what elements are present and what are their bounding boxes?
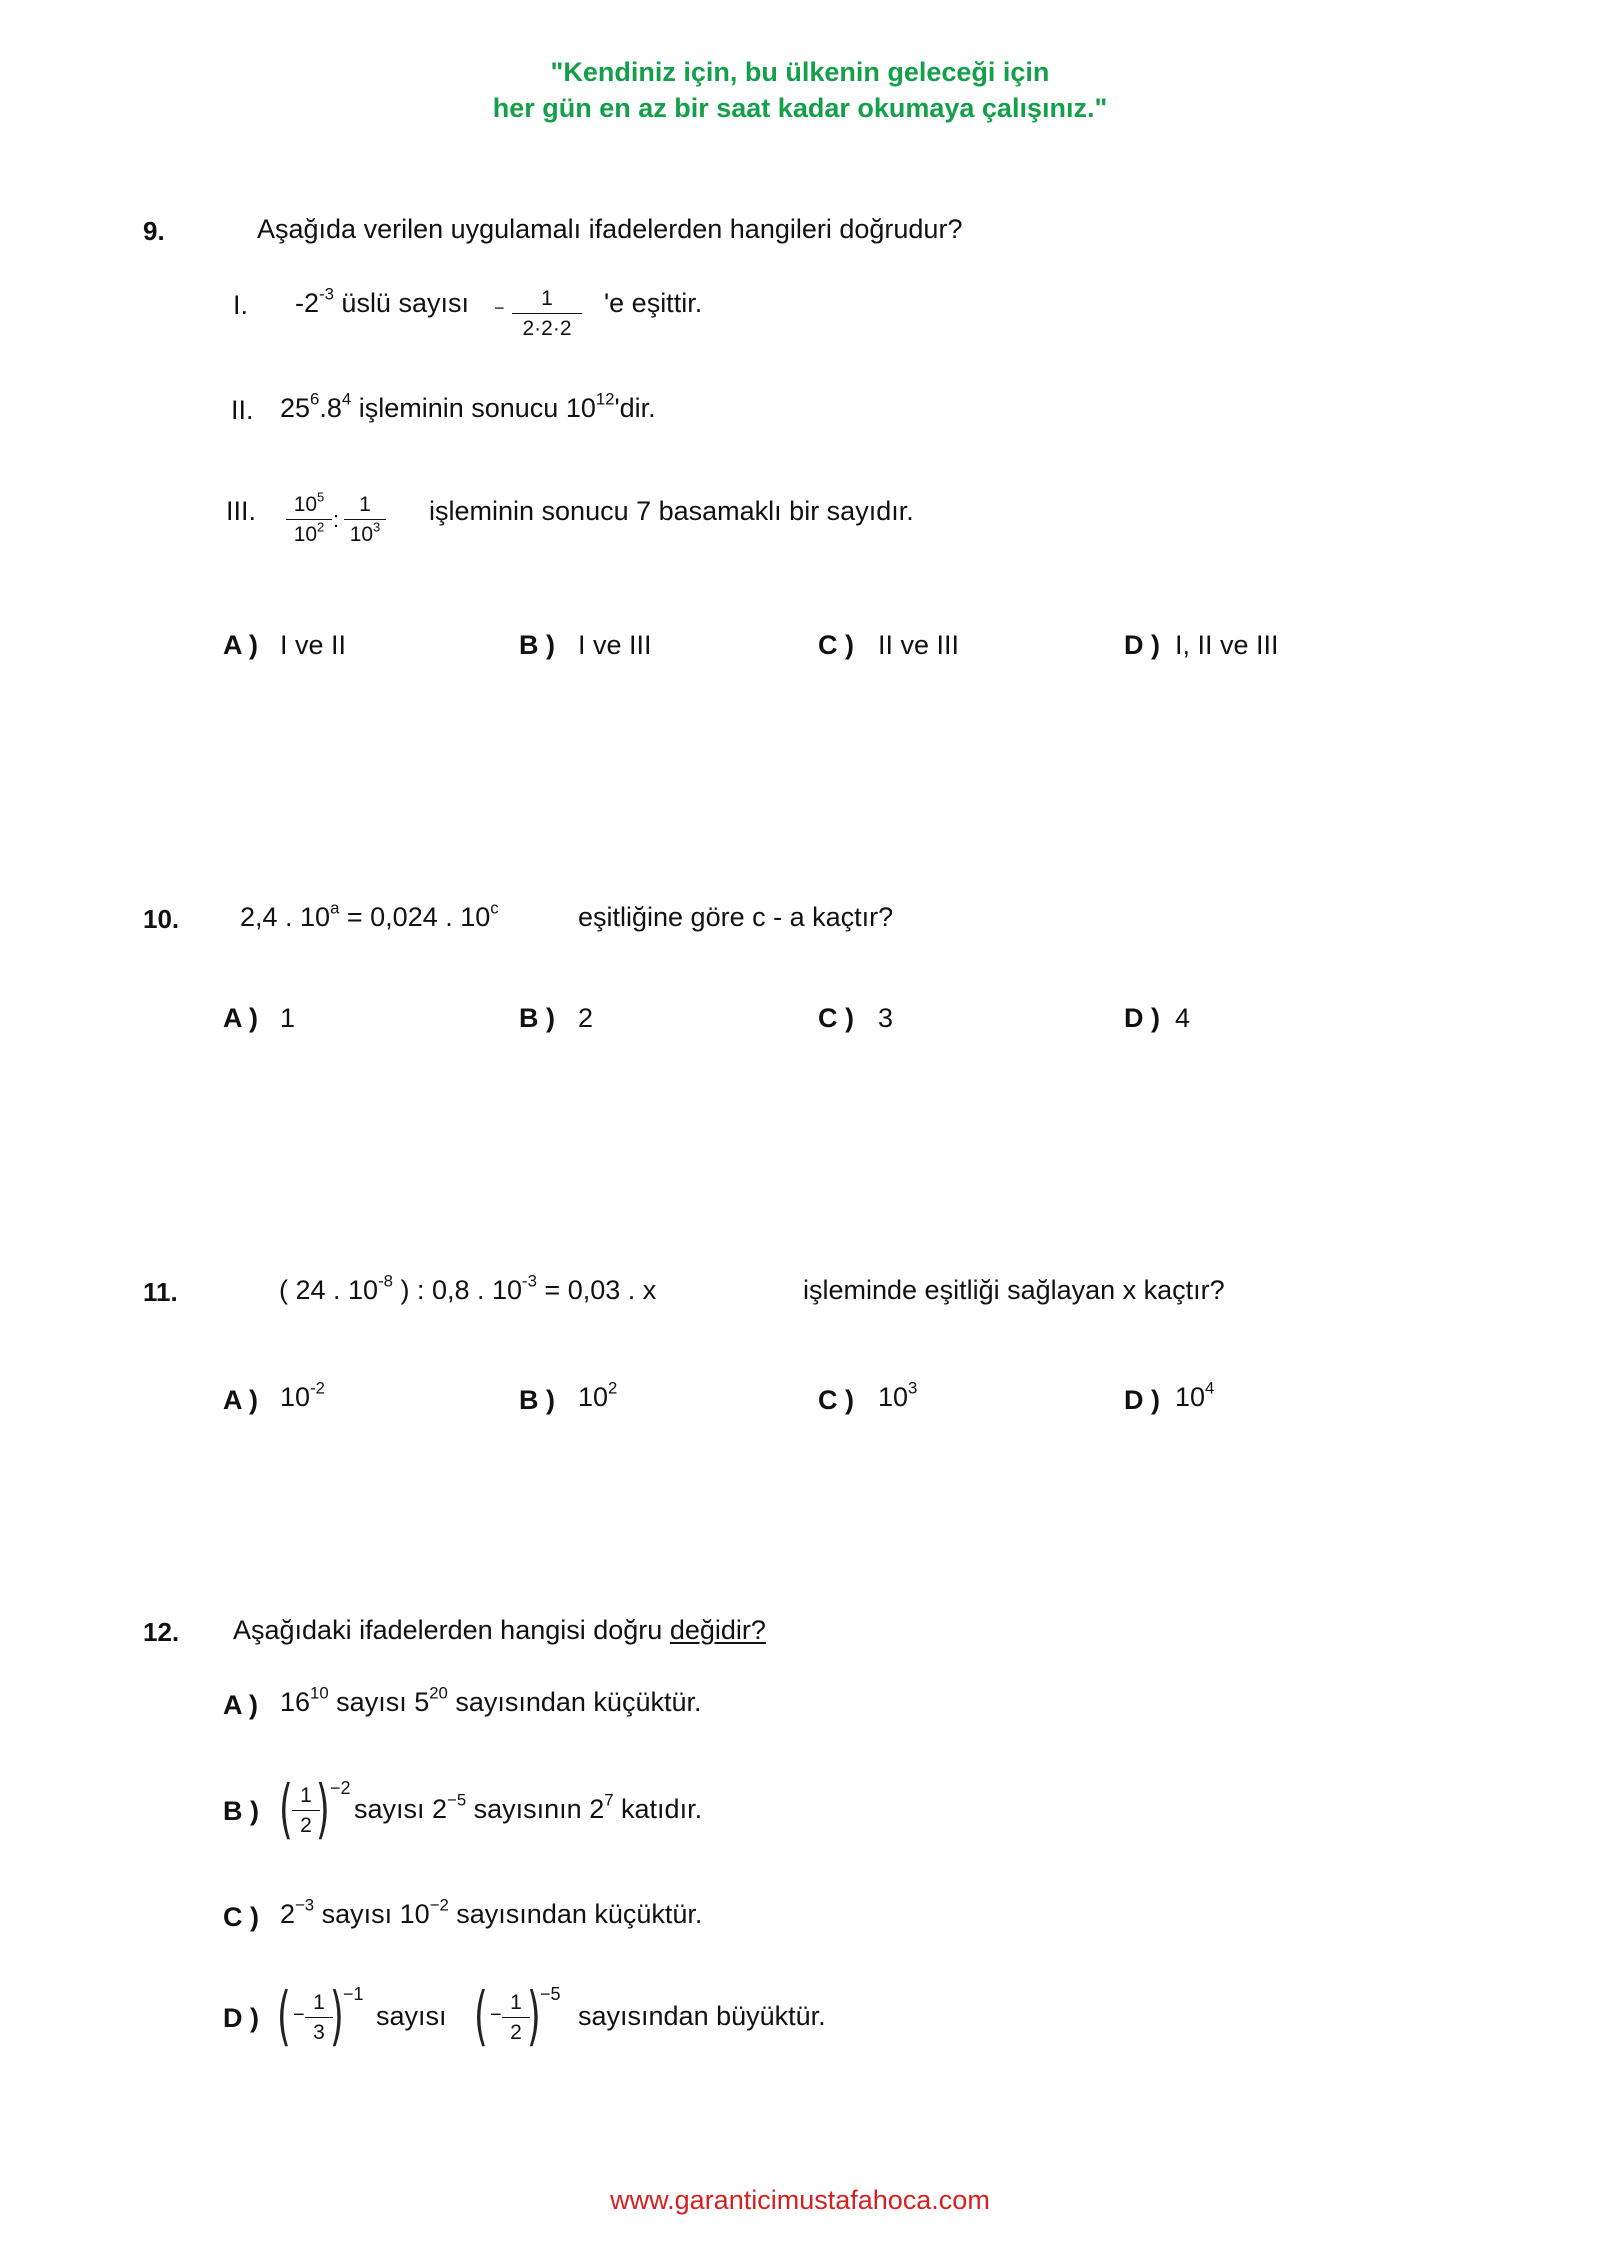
q10-option-c-letter[interactable]: C ) [818,1003,854,1033]
q10-option-d-letter[interactable]: D ) [1124,1003,1160,1033]
question-10-number: 10. [143,904,180,934]
q11-option-a-letter[interactable]: A ) [223,1385,258,1415]
q11-option-c-letter[interactable]: C ) [818,1385,854,1415]
q9-item-I-minus-sign: − [494,298,505,318]
q12-option-d-exponent-1: −1 [343,1984,364,2004]
q12-option-c-letter[interactable]: C ) [223,1902,259,1932]
q12-option-c-text[interactable]: $2^{-3}$ sayısı $10^{-2}$ sayısından küçüktür. [280,1895,703,1929]
q9-item-I-roman: I. [233,290,249,320]
q12-d-minus-sign-2: − [490,2004,502,2026]
q12-option-d-fraction-1: $\frac{1}{3}$ [305,1992,333,2043]
q12-option-d-exponent-2: −5 [540,1984,561,2004]
q12-option-d-fraction-2: $\frac{1}{2}$ [502,1992,530,2043]
q9-item-III-division-sign: : [333,507,340,532]
q9-option-c-letter[interactable]: C ) [818,630,854,660]
q12-option-b-letter[interactable]: B ) [223,1796,259,1826]
q9-option-d-text[interactable]: I, II ve III [1175,630,1279,660]
question-9-number: 9. [143,216,165,246]
q9-option-b-letter[interactable]: B ) [519,630,555,660]
q12-option-d-tail-text: sayısından büyüktür. [578,2001,826,2031]
q12-d-right-paren-2: ) [527,1980,541,2054]
question-11-expression: ( 24 . $10^{-8}$ ) : 0,8 . $10^{-3} = 0,03$ . x [279,1271,657,1305]
q9-item-III-fraction-1: $\frac{10^5}{10^2}$ [286,494,332,545]
q9-option-a-text[interactable]: I ve II [280,630,347,660]
q11-option-a-text[interactable]: $10^{-2}$ [280,1378,325,1412]
q9-item-III-text: işleminin sonucu 7 basamaklı bir sayıdır. [429,496,914,526]
q10-option-b-letter[interactable]: B ) [519,1003,555,1033]
q12-option-b-fraction: $\frac{1}{2}$ [292,1785,320,1836]
q11-option-c-text[interactable]: $10^3$ [878,1378,918,1412]
q9-item-III-fraction-2: $\frac{1}{10^3}$ [344,494,386,545]
q12-b-right-paren: ) [316,1773,330,1847]
q9-option-d-letter[interactable]: D ) [1124,630,1160,660]
q10-option-c-text[interactable]: 3 [878,1003,894,1033]
question-10-expression: 2,4 . $10^a = 0,024$ . 10$^c$ [240,898,499,932]
q9-option-c-text[interactable]: II ve III [878,630,960,660]
q9-item-I-fraction: $\frac{1}{2\cdot 2\cdot 2}$ [512,288,582,339]
q9-item-II-expression: $25^6.8^4$ işleminin sonucu $10^{12}'dir$. [280,389,656,423]
q11-option-b-letter[interactable]: B ) [519,1385,555,1415]
motto-line-2: her gün en az bir saat kadar okumaya çalışınız." [492,93,1108,123]
q11-option-d-text[interactable]: $10^4$ [1175,1378,1215,1412]
q9-option-b-text[interactable]: I ve III [578,630,652,660]
question-12-stem: Aşağıdaki ifadelerden hangisi doğru değidir? [233,1615,766,1645]
q9-item-I-tail: 'e eşittir. [604,288,703,318]
q12-b-left-paren: ( [279,1773,293,1847]
footer-website-url[interactable]: www.garanticimustafahoca.com [610,2185,990,2215]
q9-option-a-letter[interactable]: A ) [223,630,258,660]
question-9-stem: Aşağıda verilen uygulamalı ifadelerden hangileri doğrudur? [257,214,963,244]
q10-option-b-text[interactable]: 2 [578,1003,594,1033]
q12-option-d-letter[interactable]: D ) [223,2003,259,2033]
q12-option-a-letter[interactable]: A ) [223,1690,258,1720]
q11-option-d-letter[interactable]: D ) [1124,1385,1160,1415]
q12-d-left-paren-2: ( [474,1980,488,2054]
q12-option-b-text[interactable]: sayısı $2^{-5}$ sayısının $2^7$ katıdır. [354,1790,703,1824]
question-12-underlined-word: değidir? [669,1615,766,1645]
q12-option-a-text[interactable]: $16^{10}$ sayısı $5^{20}$ sayısından küçüktür. [280,1683,702,1717]
q12-option-d-middle-text: sayısı [376,2001,447,2031]
q12-d-minus-sign-1: − [293,2004,305,2026]
question-11-number: 11. [143,1277,178,1307]
q9-item-III-roman: III. [226,496,257,526]
question-10-stem: eşitliğine göre c - a kaçtır? [578,902,894,932]
q11-option-b-text[interactable]: $10^2$ [578,1378,618,1412]
q12-d-right-paren-1: ) [330,1980,344,2054]
q10-option-a-text[interactable]: 1 [280,1003,296,1033]
q10-option-d-text[interactable]: 4 [1175,1003,1191,1033]
q12-d-left-paren-1: ( [277,1980,291,2054]
motto-line-1: "Kendiniz için, bu ülkenin geleceği için [550,57,1050,87]
question-12-number: 12. [143,1617,180,1647]
question-11-stem: işleminde eşitliği sağlayan x kaçtır? [803,1275,1225,1305]
q9-item-II-roman: II. [231,395,254,425]
q12-option-b-outer-exponent: −2 [330,1778,351,1798]
q10-option-a-letter[interactable]: A ) [223,1003,258,1033]
q9-item-I-expression: $-2^{-3}$ üslü sayısı [295,284,469,318]
